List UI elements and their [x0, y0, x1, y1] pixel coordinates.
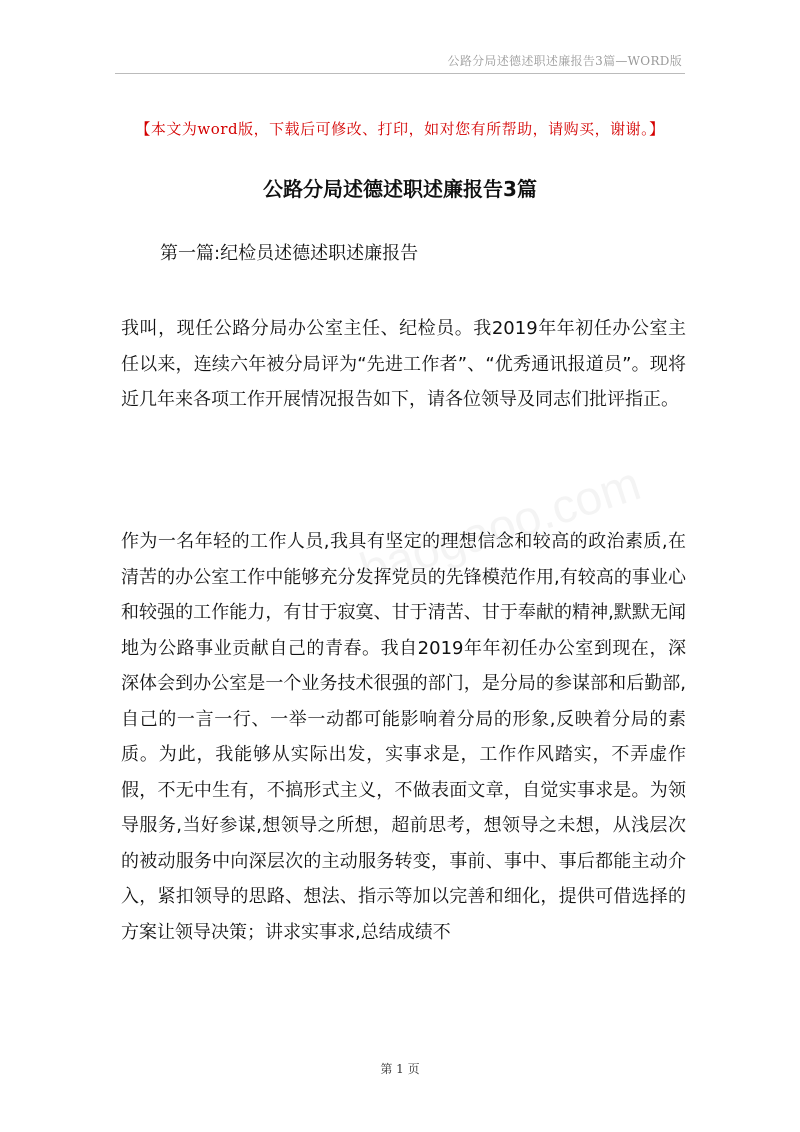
download-notice: 【本文为word版，下载后可修改、打印，如对您有所帮助，请购买，谢谢。】 — [135, 120, 665, 138]
document-title: 公路分局述德述职述廉报告3篇 — [263, 177, 537, 201]
page-number: 第 1 页 — [380, 1062, 420, 1076]
body-paragraph: 作为一名年轻的工作人员,我具有坚定的理想信念和较高的政治素质,在清苦的办公室工作中能够充分发挥党员的先锋模范作用,有较高的事业心和较强的工作能力，有甘于寂寞、甘于清苦、甘于奉献的精神,默默无闻地为公路事业贡献自己的青春。我自2019年年初任办公室到现在，深深体会到办公室是一个业务技术很强的部门，是分局的参谋部和后勤部,自己的一言一行、一举一动都可能影响着分局的形象,反映着分局的素质。为此，我能够从实际出发，实事求是，工作作风踏实，不弄虚作假，不无中生有，不搞形式主义，不做表面文章，自觉实事求是。为领导服务,当好参谋,想领导之所想，超前思考，想领导之未想，从浅层次的被动服务中向深层次的主动服务转变，事前、事中、事后都能主动介入，紧扣领导的思路、想法、指示等加以完善和细化，提供可借选择的方案让领导决策；讲求实事求,总结成绩不 — [121, 531, 686, 943]
header-divider — [115, 73, 685, 74]
running-header: 公路分局述德述职述廉报告3篇—WORD版 — [447, 54, 682, 68]
section-heading: 第一篇:纪检员述德述职述廉报告 — [160, 243, 419, 264]
body-paragraph: 我叫，现任公路分局办公室主任、纪检员。我2019年年初任办公室主任以来，连续六年被分局评为“先进工作者”、“优秀通讯报道员”。现将近几年来各项工作开展情况报告如下，请各位领导及同志们批评指正。 — [121, 318, 686, 410]
